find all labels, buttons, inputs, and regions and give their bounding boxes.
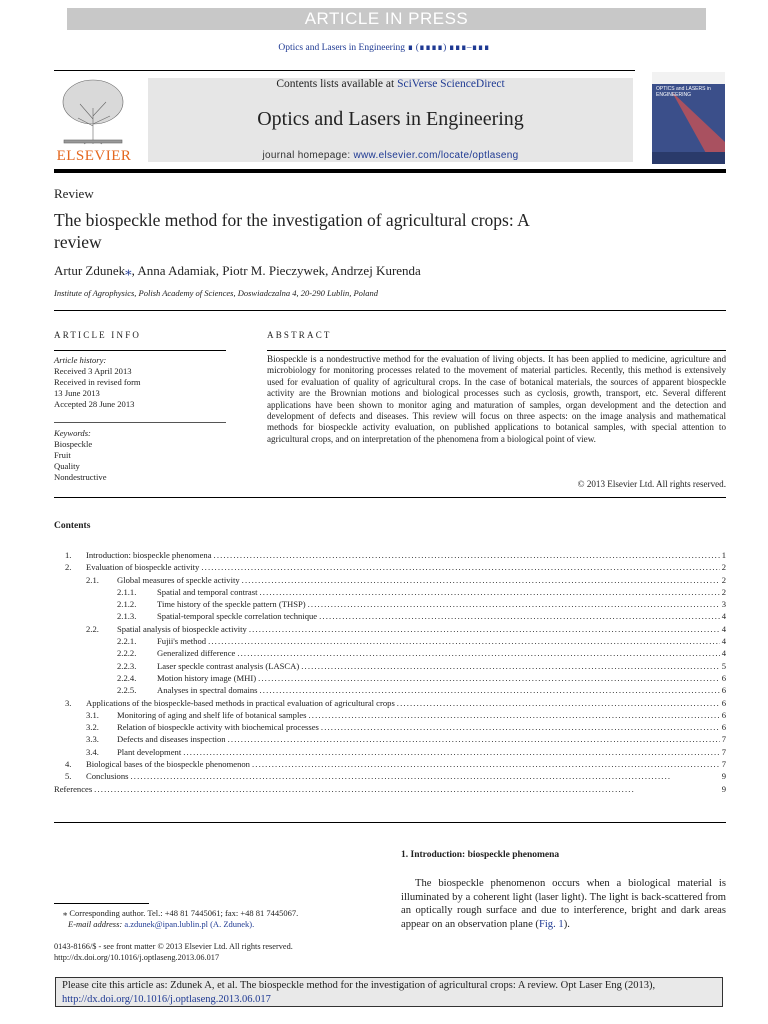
keywords-label: Keywords: (54, 428, 91, 438)
toc-leader (259, 586, 719, 598)
header-rule (54, 169, 726, 173)
toc-label: Time history of the speckle pattern (THSP) (157, 599, 306, 610)
abstract-text: Biospeckle is a nondestructive method for the evaluation of living objects. It has been applied to medicine, agriculture and microbiology for monitoring processes related to the movement of material particles. Recently, this method is extensively used for evaluation of quality of agricultural crops. In the case of botanical materials, the sources of apparent biospeckle activity are the Brownian motions and biological processes such as cyclosis, growth, transport, etc. Several different applications have been shown to monitor aging and maturation of samples, organ development and the detection and development of defects and diseases. This review will focus on three aspects: on the image analysis and mathematical methods for biospeckle activity evaluation, on published applications to botanical samples, with special attention to agricultural crops, and on interpretation of the phenomena from a biological point of view. (267, 354, 726, 444)
toc-page-number: 5 (721, 660, 726, 671)
toc-number: 3.2. (86, 722, 99, 733)
article-type: Review (54, 186, 94, 201)
history-line: Received in revised form (54, 377, 141, 387)
history-label: Article history: (54, 355, 107, 365)
article-info-heading: ARTICLE INFO (54, 330, 142, 340)
toc-entry[interactable] (54, 598, 726, 610)
toc-entry[interactable] (54, 660, 726, 672)
toc-leader (214, 549, 720, 561)
toc-label: Evaluation of biospeckle activity (86, 562, 200, 573)
toc-label: Applications of the biospeckle-based methods in practical evaluation of agricultural crops (86, 697, 395, 708)
keyword: Nondestructive (54, 472, 107, 482)
toc-number: 5. (65, 771, 72, 782)
toc-label: Spatial-temporal speckle correlation technique (157, 611, 318, 622)
toc-number: 2.2.2. (117, 648, 137, 659)
toc-leader (131, 770, 720, 782)
history-line: Accepted 28 June 2013 (54, 399, 135, 409)
co-authors: , Anna Adamiak, Piotr M. Pieczywek, Andrzej Kurenda (131, 263, 421, 278)
toc-label: Introduction: biospeckle phenomena (86, 550, 212, 560)
toc-number: 1. (65, 550, 72, 560)
divider (54, 422, 226, 423)
footnote (54, 908, 384, 930)
contents-available (148, 78, 633, 90)
toc-leader (249, 623, 720, 635)
toc-label: Laser speckle contrast analysis (LASCA) (157, 660, 300, 671)
divider (267, 350, 726, 351)
toc-number: 2.2.4. (117, 672, 137, 683)
divider (54, 497, 726, 498)
toc-leader (301, 660, 719, 672)
toc-leader (321, 721, 720, 733)
toc-leader (208, 635, 720, 647)
toc-number: 2.1. (86, 574, 99, 585)
corresponding-author-note: ⁎ Corresponding author. Tel.: +48 81 7445061; fax: +48 81 7445067. (63, 908, 299, 918)
toc-page-number: 7 (721, 746, 726, 757)
toc-page-number: 6 (721, 697, 726, 708)
issn-line: 0143-8166/$ - see front matter © 2013 Elsevier Ltd. All rights reserved. (54, 942, 293, 951)
contents-prefix: Contents lists available at (276, 78, 398, 90)
keywords-block (54, 428, 226, 483)
toc-page-number: 2 (721, 586, 726, 597)
toc-page-number: 6 (721, 709, 726, 720)
toc-label: Spatial analysis of biospeckle activity (117, 623, 247, 634)
toc-leader (259, 684, 719, 696)
elsevier-wordmark: ELSEVIER (56, 148, 132, 164)
intro-text: The biospeckle phenomenon occurs when a biological material is illuminated by a coherent light (laser light). The light is back-scattered from an optically rough surface and due to interference, bright and dark areas appear on an observation plane ( (401, 878, 726, 930)
sciencedirect-link[interactable]: SciVerse ScienceDirect (397, 78, 505, 90)
history-line: Received 3 April 2013 (54, 366, 132, 376)
toc-leader (252, 758, 720, 770)
journal-cite-line[interactable]: Optics and Lasers in Engineering ∎ (∎∎∎∎) ∎∎∎–∎∎∎ (278, 43, 490, 53)
toc-number: 2.2.3. (117, 660, 137, 671)
toc-entry[interactable] (54, 746, 726, 758)
toc-number: 2.1.1. (117, 586, 137, 597)
toc-number: 3.1. (86, 709, 99, 720)
toc-leader (201, 561, 719, 573)
homepage-prefix: journal homepage: (262, 150, 354, 161)
toc-label: Global measures of speckle activity (117, 574, 240, 585)
toc-label: References (54, 783, 93, 794)
toc-number: 3.3. (86, 734, 99, 745)
toc-page-number: 6 (721, 685, 726, 696)
toc-number: 2.1.2. (117, 599, 137, 610)
email-owner: (A. Zdunek). (210, 919, 255, 929)
history-line: 13 June 2013 (54, 388, 100, 398)
toc-leader (228, 733, 720, 745)
toc-entry[interactable] (54, 610, 726, 622)
abstract-heading: ABSTRACT (267, 330, 332, 340)
footnote-rule (54, 903, 149, 904)
toc-entry[interactable] (54, 574, 726, 586)
affiliation: Institute of Agrophysics, Polish Academy of Sciences, Doswiadczalna 4, 20-290 Lublin, Poland (54, 288, 378, 298)
toc-number: 2.2.5. (117, 685, 137, 696)
article-title: The biospeckle method for the investigation of agricultural crops: A review (54, 210, 529, 252)
toc-page-number: 7 (721, 734, 726, 745)
issn-block (54, 941, 384, 963)
toc-leader (397, 697, 720, 709)
figure-reference-link[interactable]: Fig. 1 (538, 918, 564, 930)
toc-number: 3. (65, 697, 72, 708)
intro-text-end: ). (563, 918, 570, 930)
toc-leader (308, 598, 720, 610)
author-list (54, 263, 421, 279)
toc-page-number: 4 (721, 636, 726, 647)
toc-label: Relation of biospeckle activity with biochemical processes (117, 722, 319, 733)
toc-page-number: 9 (721, 783, 726, 794)
toc-entry[interactable] (54, 586, 726, 598)
citation-doi-link[interactable]: http://dx.doi.org/10.1016/j.optlaseng.2013.06.017 (62, 994, 271, 1005)
toc-leader (319, 610, 720, 622)
copyright: © 2013 Elsevier Ltd. All rights reserved. (577, 479, 726, 489)
toc-entry[interactable] (54, 709, 726, 721)
toc-page-number: 2 (721, 574, 726, 585)
keyword: Quality (54, 461, 80, 471)
toc-number: 2.2. (86, 623, 99, 634)
toc-leader (242, 574, 720, 586)
toc-number: 3.4. (86, 746, 99, 757)
divider (54, 822, 726, 823)
contents-heading: Contents (54, 521, 91, 531)
toc-entry[interactable] (54, 549, 726, 561)
toc-entry[interactable] (54, 697, 726, 709)
toc-entry[interactable] (54, 783, 726, 795)
toc-leader (309, 709, 720, 721)
toc-leader (183, 746, 720, 758)
toc-label: Spatial and temporal contrast (157, 586, 258, 597)
email-line (54, 919, 384, 930)
toc-entry[interactable] (54, 733, 726, 745)
toc-entry[interactable] (54, 721, 726, 733)
toc-label: Analyses in spectral domains (157, 685, 258, 696)
author-zdunek[interactable]: Artur Zdunek (54, 263, 126, 278)
toc-number: 2.2.1. (117, 636, 137, 647)
keyword: Biospeckle (54, 439, 93, 449)
toc-label: Fujii's method (157, 636, 207, 647)
toc-label: Defects and diseases inspection (117, 734, 226, 745)
toc-label: Monitoring of aging and shelf life of botanical samples (117, 709, 307, 720)
toc-entry[interactable] (54, 647, 726, 659)
intro-paragraph (401, 877, 726, 931)
section-heading: 1. Introduction: biospeckle phenomena (401, 850, 560, 860)
toc-page-number: 2 (721, 562, 726, 573)
citation-box (55, 977, 723, 1007)
toc-number: 4. (65, 759, 72, 770)
doi-line[interactable]: http://dx.doi.org/10.1016/j.optlaseng.2013.06.017 (54, 953, 220, 962)
toc-number: 2.1.3. (117, 611, 137, 622)
toc-label: Plant development (117, 746, 182, 757)
homepage-link[interactable]: www.elsevier.com/locate/optlaseng (353, 150, 519, 161)
toc-page-number: 4 (721, 623, 726, 634)
article-history (54, 355, 226, 410)
table-of-contents (54, 549, 726, 795)
toc-leader (94, 783, 720, 795)
journal-title: Optics and Lasers in Engineering (257, 108, 524, 130)
article-in-press-banner: ARTICLE IN PRESS (67, 8, 706, 30)
toc-page-number: 3 (721, 599, 726, 610)
toc-page-number: 4 (721, 611, 726, 622)
email-link[interactable]: a.zdunek@ipan.lublin.pl (124, 919, 208, 929)
toc-entry[interactable] (54, 672, 726, 684)
citation-text: Please cite this article as: Zdunek A, et al. The biospeckle method for the investigation of agricultural crops: A review. Opt Laser Eng (2013), (62, 980, 656, 991)
toc-page-number: 6 (721, 722, 726, 733)
divider (54, 310, 726, 311)
toc-label: Generalized difference (157, 648, 236, 659)
keyword: Fruit (54, 450, 71, 460)
toc-leader (258, 672, 720, 684)
toc-entry[interactable] (54, 623, 726, 635)
toc-leader (237, 647, 719, 659)
toc-entry[interactable] (54, 758, 726, 770)
cover-title: OPTICS and LASERS in ENGINEERING (656, 86, 711, 98)
email-label: E-mail address: (68, 919, 123, 929)
toc-label: Biological bases of the biospeckle phenomenon (86, 759, 250, 770)
toc-page-number: 4 (721, 648, 726, 659)
toc-page-number: 9 (721, 771, 726, 782)
journal-homepage (148, 150, 633, 161)
toc-label: Conclusions (86, 771, 129, 782)
toc-page-number: 7 (721, 759, 726, 770)
corresponding-author-marker[interactable]: ⁎ (125, 263, 132, 278)
toc-entry[interactable] (54, 684, 726, 696)
toc-number: 2. (65, 562, 72, 573)
toc-label: Motion history image (MHI) (157, 672, 257, 683)
toc-entry[interactable] (54, 635, 726, 647)
divider (54, 70, 635, 71)
divider (54, 350, 226, 351)
toc-page-number: 6 (721, 672, 726, 683)
toc-page-number: 1 (721, 550, 726, 560)
toc-entry[interactable] (54, 561, 726, 573)
toc-entry[interactable] (54, 770, 726, 782)
